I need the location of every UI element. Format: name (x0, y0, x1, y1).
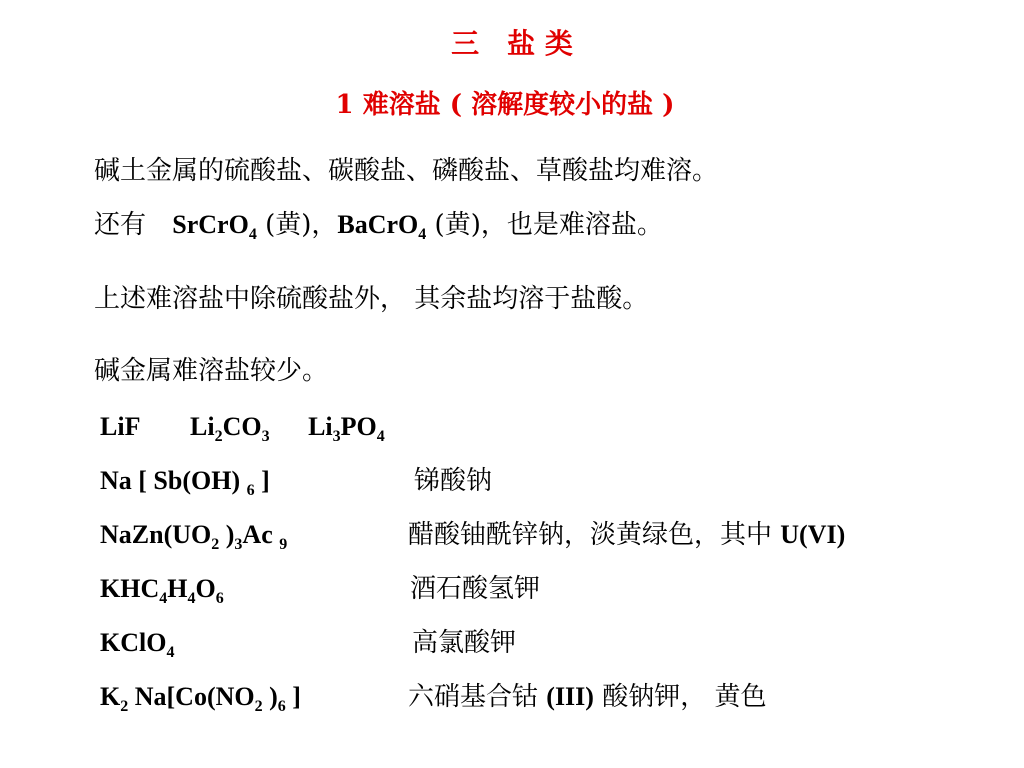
name-sodium-zinc-uranyl-acetate: 醋酸铀酰锌钠，淡黄绿色，其中 U(VI) (408, 520, 846, 550)
slide-title: 三 盐 类 (451, 27, 573, 60)
paragraph-alkali-metals: 碱金属难溶盐较少。 (94, 356, 329, 386)
paragraph-suffix: 也是难溶盐。 (506, 210, 663, 240)
name-potassium-sodium-cobaltinitrite: 六硝基合钴 (III) 酸钠钾， 黄色 (408, 682, 767, 712)
paragraph-hcl-solubility: 上述难溶盐中除硫酸盐外， 其余盐均溶于盐酸。 (94, 284, 649, 314)
formula-potassium-bitartrate: $KHC_4H_4O_6$ (100, 574, 224, 607)
salt-row-lithium (100, 414, 385, 445)
formula-sodium-antimonate: Na [ Sb(OH) $_6$ ] (100, 466, 270, 499)
formula-li2co3: $Li_2CO_3$ (189, 412, 270, 445)
paragraph-chromates (94, 212, 663, 243)
paragraph-alkaline-earth: 碱土金属的硫酸盐、碳酸盐、磷酸盐、草酸盐均难溶。 (94, 156, 719, 186)
name-potassium-bitartrate: 酒石酸氢钾 (410, 574, 541, 604)
color-note-yellow-2: (黄)， (434, 210, 507, 240)
formula-potassium-sodium-cobaltinitrite: $K_2$ $Na[Co(NO_2$ )$_6$ ] (100, 682, 301, 715)
formula-li3po4: $Li_3PO_4$ (308, 412, 385, 445)
cobalt-oxidation-state: (III) (546, 682, 594, 711)
paragraph-prefix: 还有 (94, 210, 147, 240)
formula-bacro4: BaCrO$_4$ (337, 210, 427, 243)
slide-subtitle: 1 难溶盐 ( 溶解度较小的盐 ) (335, 90, 675, 120)
formula-lif: LiF (100, 412, 140, 441)
formula-srcro4: SrCrO$_4$ (172, 210, 257, 243)
name-potassium-perchlorate: 高氯酸钾 (412, 628, 517, 658)
name-sodium-antimonate: 锑酸钠 (414, 466, 493, 496)
uranium-oxidation-state: U(VI) (780, 520, 846, 549)
color-note-yellow-1: (黄)， (265, 210, 338, 240)
formula-potassium-perchlorate: KClO$_4$ (100, 628, 175, 661)
formula-sodium-zinc-uranyl-acetate: $NaZn(UO_2$ )$_3Ac$ $_9$ (100, 520, 288, 553)
